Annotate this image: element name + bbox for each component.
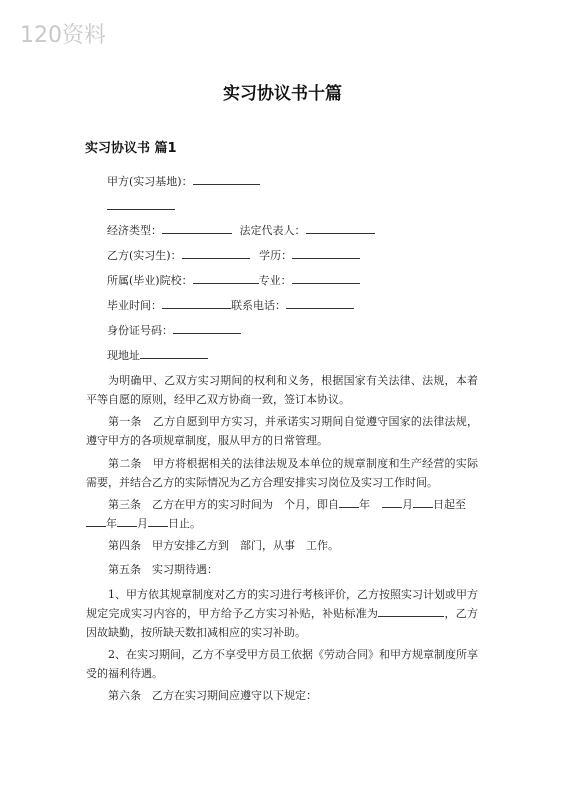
article-3-text-e: 年 <box>106 517 117 530</box>
article-3-text-c: 月 <box>402 498 413 511</box>
article-4-paragraph: 第四条 甲方安排乙方到 部门，从事 工作。 <box>108 539 339 552</box>
education-blank <box>292 247 360 259</box>
economy-type-label: 经济类型： <box>107 224 162 237</box>
article-3-blank-4 <box>86 515 106 527</box>
item-1-blank <box>378 605 444 617</box>
article-3-blank-5 <box>117 515 137 527</box>
id-number-label: 身份证号码： <box>107 324 173 337</box>
address-label: 现地址 <box>107 349 140 362</box>
article-3-text-b: 年 <box>359 498 370 511</box>
phone-label: 联系电话： <box>231 299 286 312</box>
party-a-blank <box>193 173 260 185</box>
party-a-label: 甲方(实习基地)： <box>107 175 193 188</box>
item-1-text-a: 1、甲方依其规章制度对乙方的实习进行考核评价，乙方按照实习计划或甲方规定完成实习内容的，甲方给予乙方实习补贴，补贴标准为 <box>86 588 478 620</box>
school-line <box>107 272 360 288</box>
intro-paragraph: 为明确甲、乙双方实习期间的权利和义务，根据国家有关法律、法规，本着平等自愿的原则，经甲乙双方协商一致，签订本协议。 <box>86 374 478 406</box>
id-number-blank <box>173 322 241 334</box>
article-3-blank-6 <box>148 515 168 527</box>
phone-blank <box>286 297 354 309</box>
school-label: 所属(毕业)院校： <box>107 274 193 287</box>
article-5-paragraph: 第五条 实习期待遇： <box>108 563 218 576</box>
item-1-text-b: ，乙方因故缺勤，按所缺天数扣减相应的实习补助。 <box>86 607 479 639</box>
economy-type-blank <box>162 222 232 234</box>
article-3-text-d: 日起至 <box>433 498 466 511</box>
article-3-paragraph <box>86 495 478 533</box>
grad-time-label: 毕业时间： <box>107 299 162 312</box>
document-title: 实习协议书十篇 <box>223 84 342 104</box>
party-a-line <box>107 173 260 189</box>
article-3-blank-1 <box>339 496 359 508</box>
grad-time-blank <box>162 297 231 309</box>
article-2-paragraph: 第二条 甲方将根据相关的法律法规及本单位的规章制度和生产经营的实际需要，并结合乙方的实际情况为乙方合理安排实习岗位及实习工作时间。 <box>86 457 478 489</box>
id-line <box>107 322 241 338</box>
party-b-label: 乙方(实习生)： <box>107 249 182 262</box>
party-a-continued-line <box>107 198 175 214</box>
watermark: 120资料 <box>20 23 106 48</box>
major-label: 专业： <box>258 274 292 287</box>
legal-rep-blank <box>306 222 375 234</box>
item-1-paragraph <box>86 585 478 642</box>
article-3-text-g: 日止。 <box>168 517 201 530</box>
party-b-line <box>107 247 360 263</box>
article-3-text-a: 第三条 乙方在甲方的实习时间为 个月，即自 <box>108 498 339 511</box>
school-blank <box>193 272 259 284</box>
address-line <box>107 347 208 363</box>
article-3-blank-3 <box>413 496 433 508</box>
education-label: 学历： <box>259 249 293 262</box>
article-6-paragraph: 第六条 乙方在实习期间应遵守以下规定： <box>108 689 317 702</box>
article-3-blank-2 <box>382 496 402 508</box>
party-a-blank-2 <box>107 198 175 210</box>
party-b-blank <box>182 247 250 259</box>
address-blank <box>140 347 208 359</box>
legal-rep-label: 法定代表人： <box>239 224 306 237</box>
article-3-text-f: 月 <box>137 517 148 530</box>
section-title: 实习协议书 篇1 <box>85 141 177 156</box>
grad-line <box>107 297 354 313</box>
article-1-paragraph: 第一条 乙方自愿到甲方实习，并承诺实习期间自觉遵守国家的法律法规，遵守甲方的各项规章制度，服从甲方的日常管理。 <box>86 415 478 447</box>
major-blank <box>292 272 360 284</box>
item-2-paragraph: 2、在实习期间，乙方不享受甲方员工依据《劳动合同》和甲方规章制度所享受的福利待遇。 <box>86 648 478 680</box>
economy-line <box>107 222 375 238</box>
